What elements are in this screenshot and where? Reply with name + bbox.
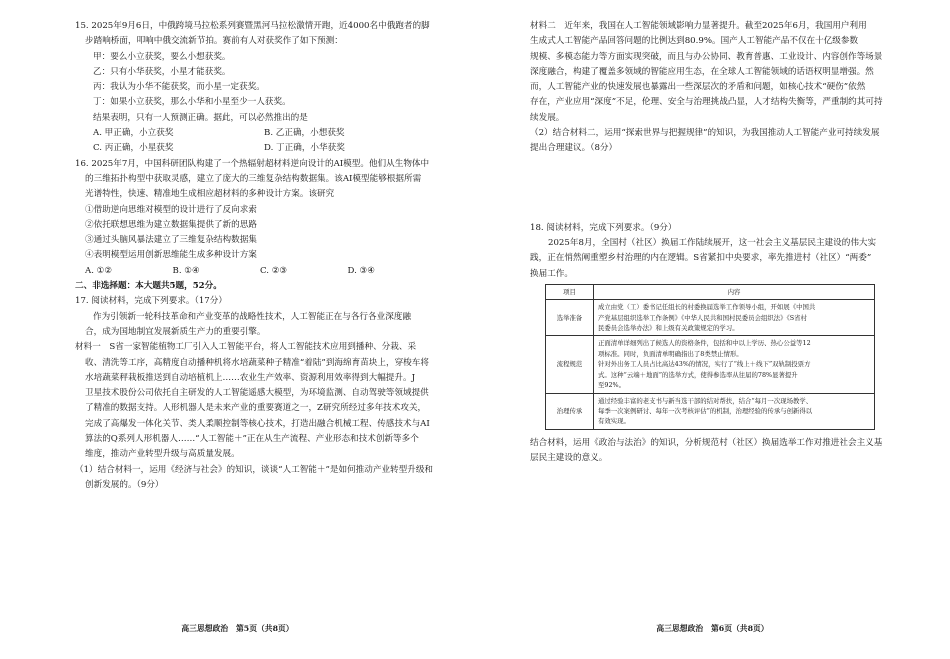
table-content-line: 式。这种“云端＋地面”的选举方式，使得参选率从往届的78%显著提升 xyxy=(598,370,798,379)
material-2 xyxy=(530,19,890,157)
table-row-item: 治理传承 xyxy=(546,393,594,429)
q15-line: 丁：如果小立获奖，那么小华和小星至少一人获奖。 xyxy=(93,97,291,108)
q17-question1-line: （1）结合材料一，运用《经济与社会》的知识，谈谈“人工智能＋”是如何推动产业转型升级和 xyxy=(75,464,434,475)
question-16 xyxy=(75,157,435,279)
q15-line: 丙：我认为小华不能获奖，而小星一定获奖。 xyxy=(93,82,265,93)
q18-lead-line: 2025年8月，全国村（社区）换届工作陆续展开，这一社会主义基层民主建设的伟大实 xyxy=(548,237,877,248)
right-column xyxy=(530,19,890,466)
q16-options-row xyxy=(75,264,435,279)
q16-item: ②依托联想思维为建立数据集提供了新的思路 xyxy=(85,219,257,230)
question-17 xyxy=(75,294,435,493)
material1-line: 维度，推动产业转型升级与高质量发展。 xyxy=(85,449,240,460)
table-content-line: 正面清单详细列出了候选人的资格条件，包括和中以上学历、热心公益等12 xyxy=(598,339,811,348)
q15-options-row xyxy=(75,126,435,141)
q18-question-line: 结合材料，运用《政治与法治》的知识，分析规范村（社区）换届选举工作对推进社会主义基 xyxy=(530,437,883,448)
q18-lead-line: 践，正在悄然阐重塑乡村治理的内在逻辑。S省紧扣中央要求，率先推进村（社区）“两委” xyxy=(530,253,872,264)
q17-intro: 17. 阅读材料，完成下列要求。（17分） xyxy=(75,296,227,307)
page-footer: 高三思想政治 第5页（共8页） xyxy=(181,624,294,633)
q16-option-a[interactable]: A. ①② xyxy=(85,265,113,276)
table-content-line: 项标准。同时，负面清单明确指出了8类禁止情形。 xyxy=(598,349,743,358)
q15-line: 结果表明，只有一人预测正确。据此，可以必然推出的是 xyxy=(93,112,308,123)
q16-line: 16. 2025年7月，中国科研团队构建了一个热辐射超材料逆向设计的AI模型。他们从生物体中 xyxy=(75,158,430,169)
table-content-line: 通过经验丰富的老支书与新当选干部的结对帮扶，结合“每月一次现场教学、 xyxy=(598,396,813,405)
q16-line: 光谱特性，快速、精准地生成相应超材料的多种设计方案。该研究 xyxy=(85,189,335,200)
material2-line: 深度融合，构建了覆盖多领域的智能应用生态，在全球人工智能领域的话语权明显增强。然 xyxy=(530,66,874,77)
table-row-content xyxy=(594,336,875,393)
table-row-item: 流程规范 xyxy=(546,336,594,393)
material2-line: 生成式人工智能产品回答问题的比例达到80.9%。国产人工智能产品不仅在十亿级参数 xyxy=(530,36,859,47)
table-content-line: 产党基层组织选举工作条例》《中华人民共和国村民委员会组织法》《S省村 xyxy=(598,313,807,322)
material2-line: 规模、多模态能力等方面实现突破，而且与办公协同、教育普惠、工业设计、内容创作等场景 xyxy=(530,51,883,62)
material1-line: 算法的Q系列人形机器人……“人工智能＋”正在从生产流程、产业形态和技术创新等多个 xyxy=(85,434,419,445)
material1-line: 了精准的数据支持。人形机器人是未来产业的重要赛道之一，Z研究所经过多年技术攻关， xyxy=(85,403,427,414)
q16-item: ④表明模型运用创新思维能生成多种设计方案 xyxy=(85,250,257,261)
exam-page-right xyxy=(475,0,950,659)
q15-line: 15. 2025年9月6日，中俄跨境马拉松系列赛暨黑河马拉松激情开跑，近4000名中俄跑者的脚 xyxy=(75,21,430,31)
q16-option-d[interactable]: D. ③④ xyxy=(347,265,375,276)
election-table xyxy=(545,284,875,430)
table-row-item: 选举准备 xyxy=(546,300,594,336)
q18-intro: 18. 阅读材料，完成下列要求。（9分） xyxy=(530,222,677,233)
material2-line: 而，人工智能产业的快速发展也暴露出一些深层次的矛盾和问题，如核心技术“硬伤”依然 xyxy=(530,82,866,93)
material2-line: 续发展。 xyxy=(530,112,565,123)
table-row-content xyxy=(594,393,875,429)
q15-option-a[interactable]: A. 甲正确，小立获奖 xyxy=(93,128,174,139)
q15-line: 甲：要么小立获奖，要么小想获奖。 xyxy=(93,51,231,62)
table-row-content xyxy=(594,300,875,336)
table-row xyxy=(546,393,875,429)
q15-line: 步踏响桥面，叩响中俄交流新节拍。赛前有人对获奖作了如下预测： xyxy=(85,36,343,47)
q17-question2-line: 提出合理建议。（8分） xyxy=(530,143,618,154)
table-content-line: 针对外出务工人员占比高达43%的情况，实行了“线上＋线下”双轨制投票方 xyxy=(598,360,811,369)
q16-option-c[interactable]: C. ②③ xyxy=(260,265,288,276)
page-footer: 高三思想政治 第6页（共8页） xyxy=(656,624,769,633)
table-header-content: 内容 xyxy=(594,284,875,299)
table-header-row xyxy=(546,284,875,299)
material1-line: 卫星技术股份公司依托自主研发的人工智能遥感大模型，为环境监测、自动驾驶等领域提供 xyxy=(85,388,429,399)
q17-lead-line: 作为引领新一轮科技革命和产业变革的战略性技术，人工智能正在与各行各业深度融 xyxy=(93,311,411,322)
q15-option-d[interactable]: D. 丁正确，小华获奖 xyxy=(264,143,345,154)
material1-line: 材料一 S省一家智能植物工厂引入人工智能平台，将人工智能技术应用到播种、分栽、采 xyxy=(75,342,417,353)
q17-lead-line: 合，成为国地制宜发展新质生产力的重要引擎。 xyxy=(85,326,266,337)
table-content-line: 成立由党（工）委书记任组长的村委换届选举工作领导小组，开如展《中国共 xyxy=(598,303,816,312)
q16-line: 的三维拓扑构型中获取灵感，建立了庞大的三维复杂结构数据集。该AI模型能够根据所需 xyxy=(85,173,422,184)
q18-question-line: 层民主建设的意义。 xyxy=(530,453,608,464)
table-content-line: 每季一次案例研讨、每年一次考核评估”的机制，治理经验的传承与创新得以 xyxy=(598,406,813,415)
table-row xyxy=(546,336,875,393)
table-content-line: 有效实现。 xyxy=(598,417,630,426)
material1-line: 完成了高爆发一体化关节、类人柔顺控制等核心技术，打造出融合机械工程、传感技术与AI xyxy=(85,418,430,429)
table-row xyxy=(546,300,875,336)
table-content-line: 民委员会选举办法》和上级有关政策规定的学习。 xyxy=(598,324,739,333)
q17-question2-line: （2）结合材料二，运用“探索世界与把握规律”的知识，为我国推动人工智能产业可持续发展 xyxy=(530,128,880,139)
material2-line: 材料二 近年来，我国在人工智能领域影响力显著提升。截至2025年6月，我国用户利用 xyxy=(530,21,867,31)
table-content-line: 至92%。 xyxy=(598,381,625,390)
material1-line: 收、清洗等工序，高精度自动播种机将水培蔬菜种子精准“着陆”到海绵育苗块上，穿梭车将 xyxy=(85,357,429,368)
q17-question1-line: 创新发展的。（9分） xyxy=(85,479,164,490)
table-header-item: 项目 xyxy=(546,284,594,299)
q15-options-row xyxy=(75,141,435,156)
q15-line: 乙：只有小华获奖，小星才能获奖。 xyxy=(93,66,231,77)
section-header: 二、非选择题：本大题共5题，52分。 xyxy=(75,281,222,292)
question-15 xyxy=(75,19,435,157)
q18-lead-line: 换届工作。 xyxy=(530,268,573,279)
q16-item: ③通过头脑风暴法建立了三维复杂结构数据集 xyxy=(85,235,257,246)
q15-option-b[interactable]: B. 乙正确，小想获奖 xyxy=(264,128,345,139)
material1-line: 水培蔬菜秤栽板推送到自动培植机上……农业生产效率、资源利用效率得到大幅提升。J xyxy=(85,372,416,383)
q16-option-b[interactable]: B. ①④ xyxy=(172,265,200,276)
q15-option-c[interactable]: C. 丙正确，小星获奖 xyxy=(93,143,174,154)
question-18 xyxy=(530,221,890,467)
left-column xyxy=(75,19,435,493)
q16-item: ①借助逆向思维对模型的设计进行了反向求索 xyxy=(85,204,257,215)
material2-line: 存在，产业应用“深度”不足，伦理、安全与治理挑战凸显，人才结构失衡等，严重制约其可持 xyxy=(530,97,883,108)
